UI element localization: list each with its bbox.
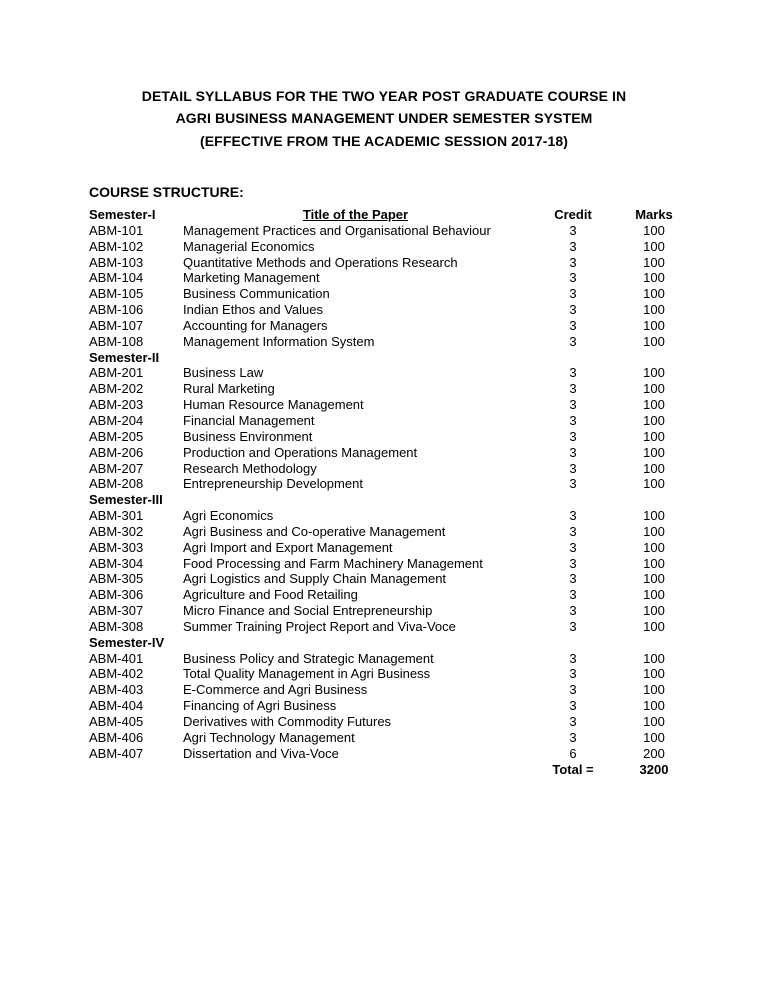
course-title: Micro Finance and Social Entrepreneurship <box>183 603 433 619</box>
course-title: Indian Ethos and Values <box>183 302 323 318</box>
course-code: ABM-402 <box>89 666 144 682</box>
course-row <box>89 619 690 635</box>
course-code: ABM-301 <box>89 508 144 524</box>
course-code: ABM-308 <box>89 618 144 634</box>
course-code: ABM-307 <box>89 603 144 619</box>
course-row <box>89 461 690 477</box>
course-row <box>89 270 690 286</box>
course-credit: 3 <box>569 317 577 333</box>
course-title: Management Practices and Organisational Behaviour <box>183 222 491 238</box>
course-row <box>89 476 690 492</box>
course-title: Business Environment <box>183 428 313 444</box>
course-marks: 100 <box>643 302 665 318</box>
course-marks: 100 <box>643 381 665 397</box>
semester-heading-row <box>89 635 690 651</box>
marks-column-header: Marks <box>635 207 673 222</box>
course-title: Production and Operations Management <box>183 444 418 460</box>
course-code: ABM-406 <box>89 729 144 745</box>
course-marks: 100 <box>643 539 665 555</box>
course-code: ABM-202 <box>89 381 144 397</box>
course-title: Rural Marketing <box>183 381 275 397</box>
course-code: ABM-205 <box>89 428 144 444</box>
semester-heading-row <box>89 350 690 366</box>
course-code: ABM-101 <box>89 222 144 238</box>
course-row <box>89 365 690 381</box>
document-title <box>0 85 768 152</box>
course-marks: 100 <box>643 714 665 729</box>
course-table <box>89 207 690 777</box>
course-credit: 3 <box>569 555 577 571</box>
course-title: Entrepreneurship Development <box>183 476 363 492</box>
semester-1-heading: Semester-I <box>89 207 156 222</box>
course-marks: 100 <box>643 682 665 698</box>
title-column-header-cell <box>183 207 528 223</box>
course-code: ABM-405 <box>89 714 144 729</box>
course-row <box>89 556 690 572</box>
course-credit: 3 <box>569 302 577 318</box>
course-credit: 3 <box>569 286 577 302</box>
course-row <box>89 540 690 556</box>
course-title: Business Communication <box>183 286 330 302</box>
course-row <box>89 239 690 255</box>
course-credit: 3 <box>569 539 577 555</box>
total-label: Total = <box>552 761 594 777</box>
course-marks: 100 <box>643 698 665 714</box>
course-code: ABM-105 <box>89 286 144 302</box>
course-code: ABM-303 <box>89 539 144 555</box>
course-code: ABM-302 <box>89 523 144 539</box>
course-marks: 100 <box>643 555 665 571</box>
credit-column-header: Credit <box>554 207 592 222</box>
course-marks: 100 <box>643 523 665 539</box>
course-title: Agri Import and Export Management <box>183 539 393 555</box>
course-code: ABM-207 <box>89 460 144 476</box>
course-marks: 100 <box>643 333 665 349</box>
course-row <box>89 714 690 730</box>
course-row <box>89 571 690 587</box>
course-marks: 100 <box>643 270 665 286</box>
course-row <box>89 698 690 714</box>
course-marks: 100 <box>643 286 665 302</box>
course-code: ABM-401 <box>89 650 144 666</box>
course-credit: 3 <box>569 365 577 381</box>
course-code: ABM-201 <box>89 365 144 381</box>
course-code: ABM-206 <box>89 444 144 460</box>
course-credit: 3 <box>569 381 577 397</box>
course-row <box>89 587 690 603</box>
course-title: Agriculture and Food Retailing <box>183 587 358 603</box>
semester-heading: Semester-III <box>89 492 163 508</box>
course-credit: 3 <box>569 222 577 238</box>
course-title: Agri Logistics and Supply Chain Management <box>183 571 447 587</box>
course-table-body <box>89 223 690 762</box>
course-title: Dissertation and Viva-Voce <box>183 745 339 761</box>
course-title: Food Processing and Farm Machinery Management <box>183 555 483 571</box>
course-row <box>89 302 690 318</box>
course-credit: 3 <box>569 571 577 587</box>
course-credit: 3 <box>569 618 577 634</box>
course-marks: 200 <box>643 745 665 761</box>
course-credit: 3 <box>569 508 577 524</box>
course-title: Financing of Agri Business <box>183 698 337 714</box>
course-row <box>89 730 690 746</box>
course-marks: 100 <box>643 428 665 444</box>
course-title: Summer Training Project Report and Viva-Voce <box>183 618 456 634</box>
total-row-spacer-code <box>89 762 183 778</box>
course-title: Business Law <box>183 365 264 381</box>
semester-heading: Semester-II <box>89 349 160 365</box>
course-title: Accounting for Managers <box>183 317 328 333</box>
course-row <box>89 429 690 445</box>
course-title: Agri Business and Co-operative Management <box>183 523 446 539</box>
course-marks: 100 <box>643 238 665 254</box>
total-value: 3200 <box>639 761 669 777</box>
course-credit: 6 <box>569 745 577 761</box>
course-marks: 100 <box>643 317 665 333</box>
course-row <box>89 508 690 524</box>
course-code: ABM-306 <box>89 587 144 603</box>
course-title: Agri Economics <box>183 508 274 524</box>
title-column-header: Title of the Paper <box>302 207 409 222</box>
semester-heading-row <box>89 492 690 508</box>
semester-heading: Semester-IV <box>89 634 165 650</box>
course-code: ABM-404 <box>89 698 144 714</box>
course-marks: 100 <box>643 412 665 428</box>
course-row <box>89 746 690 762</box>
course-marks: 100 <box>643 397 665 413</box>
course-credit: 3 <box>569 333 577 349</box>
course-marks: 100 <box>643 444 665 460</box>
course-code: ABM-203 <box>89 397 144 413</box>
course-code: ABM-104 <box>89 270 144 286</box>
course-row <box>89 524 690 540</box>
course-row <box>89 334 690 350</box>
title-line-3: (EFFECTIVE FROM THE ACADEMIC SESSION 2017-18) <box>199 132 569 149</box>
course-row <box>89 286 690 302</box>
course-credit: 3 <box>569 729 577 745</box>
course-marks: 100 <box>643 603 665 619</box>
course-marks: 100 <box>643 571 665 587</box>
course-marks: 100 <box>643 460 665 476</box>
course-credit: 3 <box>569 397 577 413</box>
course-credit: 3 <box>569 587 577 603</box>
course-marks: 100 <box>643 222 665 238</box>
course-credit: 3 <box>569 714 577 729</box>
course-row <box>89 445 690 461</box>
course-row <box>89 255 690 271</box>
course-row <box>89 682 690 698</box>
course-credit: 3 <box>569 523 577 539</box>
course-credit: 3 <box>569 238 577 254</box>
course-code: ABM-102 <box>89 238 144 254</box>
course-credit: 3 <box>569 254 577 270</box>
course-code: ABM-204 <box>89 412 144 428</box>
course-title: Business Policy and Strategic Management <box>183 650 434 666</box>
course-code: ABM-103 <box>89 254 144 270</box>
course-marks: 100 <box>643 365 665 381</box>
course-title: Management Information System <box>183 333 375 349</box>
course-code: ABM-208 <box>89 476 144 492</box>
course-title: Derivatives with Commodity Futures <box>183 714 392 729</box>
course-title: Financial Management <box>183 412 315 428</box>
course-marks: 100 <box>643 508 665 524</box>
course-row <box>89 413 690 429</box>
course-credit: 3 <box>569 460 577 476</box>
course-title: Marketing Management <box>183 270 320 286</box>
course-marks: 100 <box>643 666 665 682</box>
course-title: Managerial Economics <box>183 238 315 254</box>
course-title: Quantitative Methods and Operations Research <box>183 254 458 270</box>
course-row <box>89 318 690 334</box>
course-code: ABM-403 <box>89 682 144 698</box>
course-credit: 3 <box>569 412 577 428</box>
course-marks: 100 <box>643 587 665 603</box>
course-code: ABM-304 <box>89 555 144 571</box>
course-credit: 3 <box>569 682 577 698</box>
course-credit: 3 <box>569 428 577 444</box>
course-credit: 3 <box>569 666 577 682</box>
course-row <box>89 603 690 619</box>
course-credit: 3 <box>569 650 577 666</box>
total-row <box>89 762 690 778</box>
course-title: Research Methodology <box>183 460 317 476</box>
course-credit: 3 <box>569 698 577 714</box>
course-credit: 3 <box>569 476 577 492</box>
course-marks: 100 <box>643 618 665 634</box>
course-credit: 3 <box>569 270 577 286</box>
course-title: E-Commerce and Agri Business <box>183 682 368 698</box>
title-line-2: AGRI BUSINESS MANAGEMENT UNDER SEMESTER SYSTEM <box>175 110 593 127</box>
course-code: ABM-407 <box>89 745 144 761</box>
course-code: ABM-107 <box>89 317 144 333</box>
title-line-1: DETAIL SYLLABUS FOR THE TWO YEAR POST GRADUATE COURSE IN <box>141 88 627 104</box>
course-row <box>89 397 690 413</box>
course-structure-heading: COURSE STRUCTURE: <box>89 184 244 200</box>
course-marks: 100 <box>643 650 665 666</box>
course-row <box>89 381 690 397</box>
course-code: ABM-305 <box>89 571 144 587</box>
course-title: Human Resource Management <box>183 397 364 413</box>
course-row <box>89 651 690 667</box>
course-title: Agri Technology Management <box>183 729 355 745</box>
course-code: ABM-106 <box>89 302 144 318</box>
total-row-spacer-title <box>183 762 528 778</box>
table-header-row <box>89 207 690 223</box>
course-credit: 3 <box>569 444 577 460</box>
course-title: Total Quality Management in Agri Business <box>183 666 431 682</box>
course-code: ABM-108 <box>89 333 144 349</box>
course-marks: 100 <box>643 476 665 492</box>
course-row <box>89 223 690 239</box>
course-credit: 3 <box>569 603 577 619</box>
course-marks: 100 <box>643 254 665 270</box>
course-row <box>89 666 690 682</box>
course-marks: 100 <box>643 729 665 745</box>
